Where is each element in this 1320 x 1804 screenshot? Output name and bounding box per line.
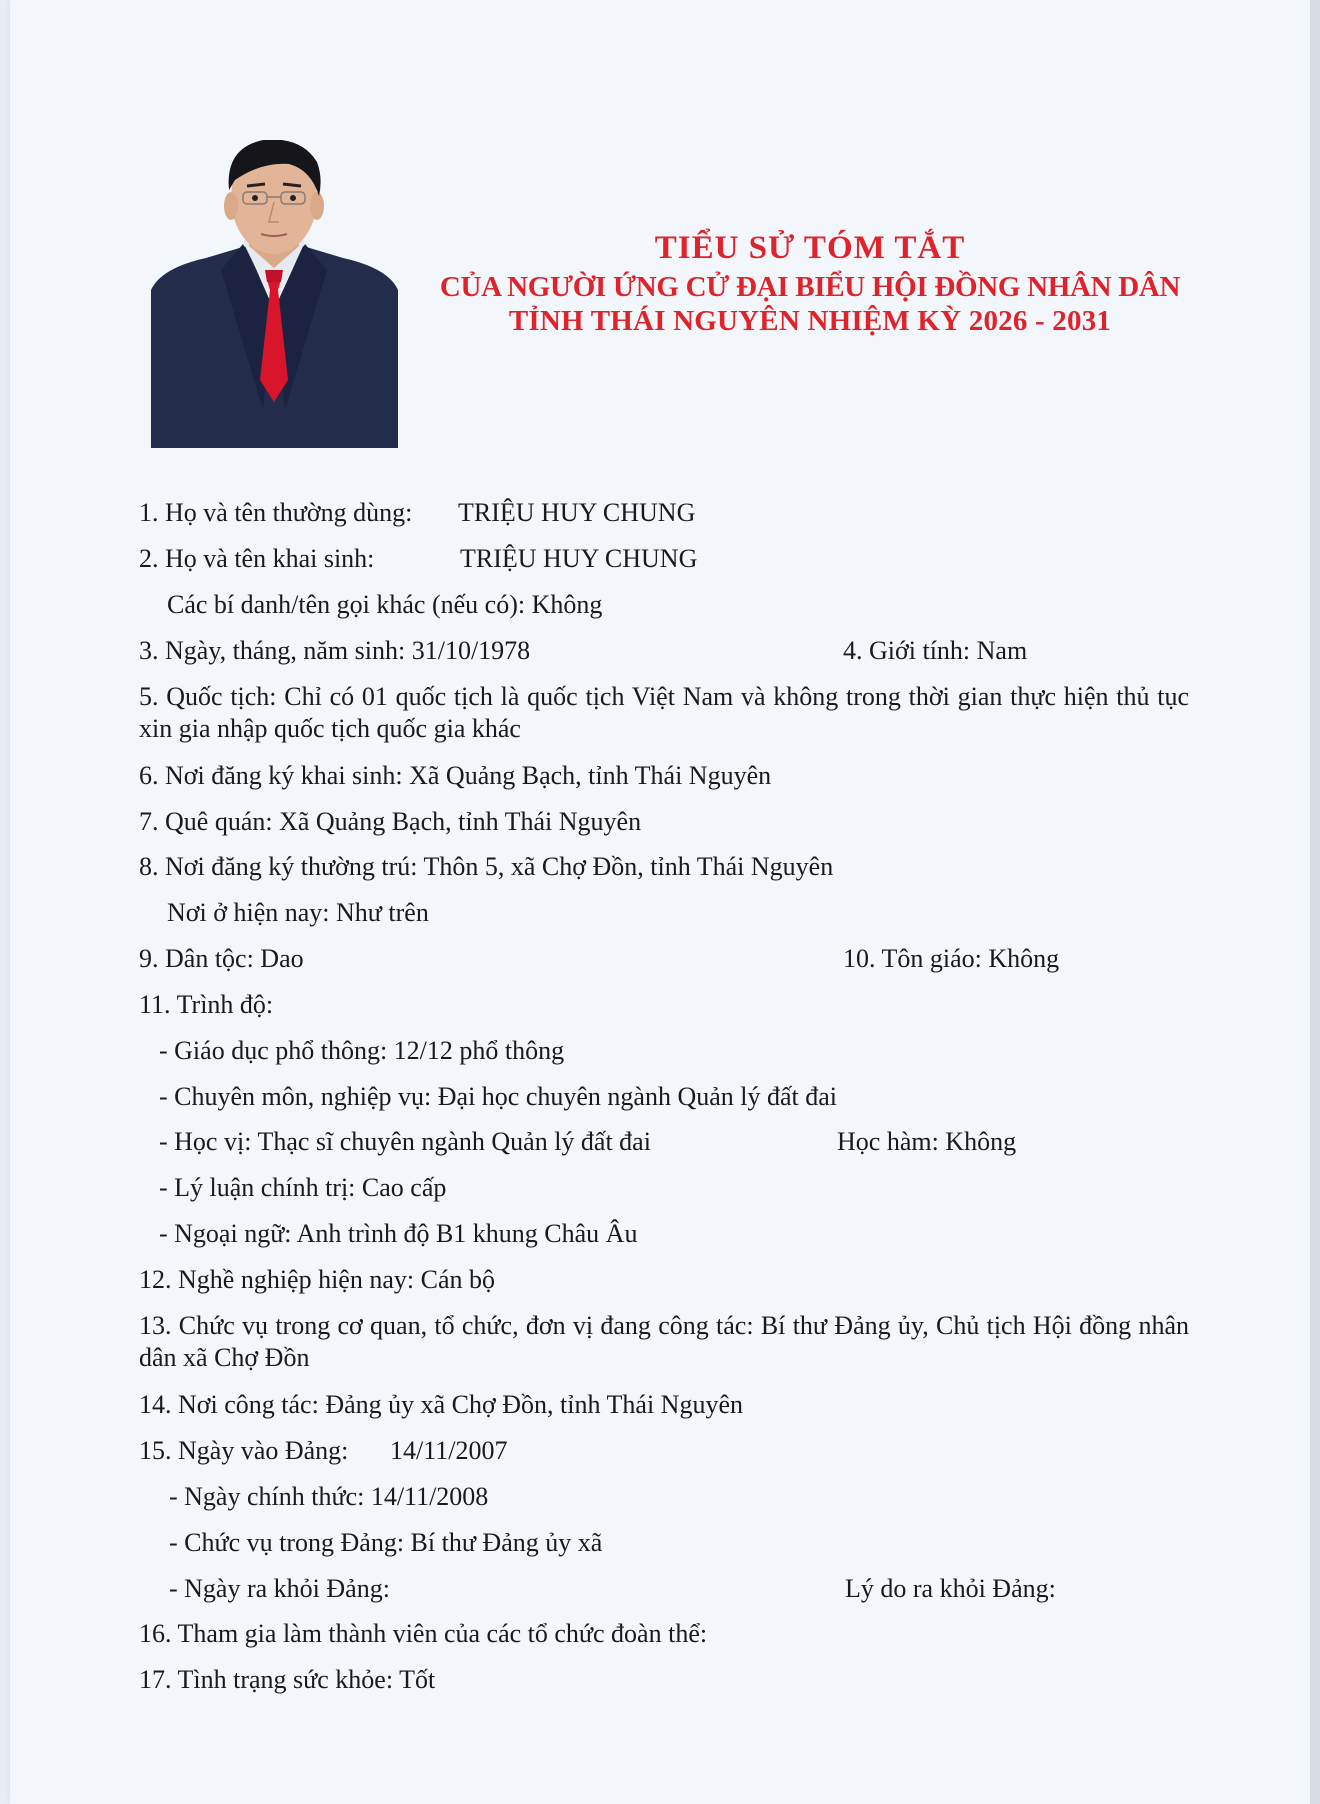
item-common-name-label: 1. Họ và tên thường dùng: [139,498,413,527]
item-occupation: 12. Nghề nghiệp hiện nay: Cán bộ [139,1265,495,1294]
item-birth-registration: 6. Nơi đăng ký khai sinh: Xã Quảng Bạch, tỉnh Thái Nguyên [139,761,772,790]
item-professional-qualification: - Chuyên môn, nghiệp vụ: Đại học chuyên ngành Quản lý đất đai [159,1082,838,1111]
document-subtitle-line2: TỈNH THÁI NGUYÊN NHIỆM KỲ 2026 - 2031 [508,305,1112,337]
item-religion: 10. Tôn giáo: Không [843,944,1060,973]
item-workplace: 14. Nơi công tác: Đảng ủy xã Chợ Đồn, tỉnh Thái Nguyên [139,1390,743,1419]
item-general-education: - Giáo dục phổ thông: 12/12 phổ thông [159,1036,565,1065]
item-political-theory: - Lý luận chính trị: Cao cấp [159,1173,447,1202]
item-birth-name-value: TRIỆU HUY CHUNG [460,544,698,573]
item-aliases: Các bí danh/tên gọi khác (nếu có): Không [167,590,603,619]
item-gender: 4. Giới tính: Nam [843,636,1028,665]
portrait-image [151,140,398,448]
item-current-residence: Nơi ở hiện nay: Như trên [167,898,429,927]
page-edge [1310,0,1320,1804]
item-academic-title: Học hàm: Không [837,1127,1017,1156]
item-party-leave-reason: Lý do ra khỏi Đảng: [845,1574,1056,1603]
item-party-position: - Chức vụ trong Đảng: Bí thư Đảng ủy xã [169,1528,603,1557]
item-ethnicity: 9. Dân tộc: Dao [139,944,304,973]
item-foreign-language: - Ngoại ngữ: Anh trình độ B1 khung Châu Âu [159,1219,638,1248]
item-party-admission-label: 15. Ngày vào Đảng: [139,1436,349,1465]
item-nationality: 5. Quốc tịch: Chỉ có 01 quốc tịch là quốc tịch Việt Nam và không trong thời gian thực hiện thủ tục xin gia nhập quốc tịch quốc gia khác [139,682,1189,743]
document-title: TIỂU SỬ TÓM TẮT [654,230,966,266]
item-permanent-residence: 8. Nơi đăng ký thường trú: Thôn 5, xã Chợ Đồn, tỉnh Thái Nguyên [139,852,834,881]
item-organization-membership: 16. Tham gia làm thành viên của các tổ chức đoàn thể: [139,1619,708,1648]
item-date-of-birth: 3. Ngày, tháng, năm sinh: 31/10/1978 [139,636,531,665]
item-hometown: 7. Quê quán: Xã Quảng Bạch, tỉnh Thái Nguyên [139,807,642,836]
item-common-name-value: TRIỆU HUY CHUNG [458,498,696,527]
item-health-status: 17. Tình trạng sức khỏe: Tốt [139,1665,436,1694]
item-birth-name-label: 2. Họ và tên khai sinh: [139,544,375,573]
item-party-admission-date: 14/11/2007 [390,1436,508,1465]
item-position: 13. Chức vụ trong cơ quan, tổ chức, đơn vị đang công tác: Bí thư Đảng ủy, Chủ tịch Hội đồng nhân dân xã Chợ Đồn [139,1311,1189,1372]
document-page [10,0,1310,1804]
document-subtitle-line1: CỦA NGƯỜI ỨNG CỬ ĐẠI BIỂU HỘI ĐỒNG NHÂN DÂN [439,271,1181,303]
item-party-leave-date: - Ngày ra khỏi Đảng: [169,1574,390,1603]
item-official-party-date: - Ngày chính thức: 14/11/2008 [169,1482,489,1511]
candidate-portrait [151,140,398,448]
item-academic-degree: - Học vị: Thạc sĩ chuyên ngành Quản lý đất đai [159,1127,651,1156]
item-education-heading: 11. Trình độ: [139,990,274,1019]
